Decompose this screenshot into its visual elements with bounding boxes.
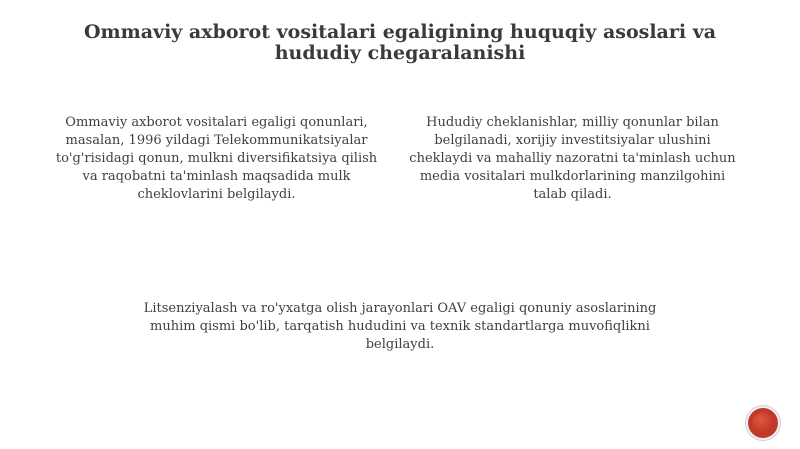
- paragraph-territorial-limits: Hududiy cheklanishlar, milliy qonunlar bilan belgilanadi, xorijiy investitsiyalar ulushini cheklaydi va mahalliy nazoratni ta'minlash uchun media vositalari mulkdorlarining manzilgohini talab qiladi.: [409, 115, 736, 202]
- circle-nav-button[interactable]: [748, 408, 778, 438]
- paragraph-licensing: Litsenziyalash va ro'yxatga olish jarayonlari OAV egaligi qonuniy asoslarining muhim qismi bo'lib, tarqatish hududini va texnik standartlarga muvofiqlikni belgilaydi.: [143, 301, 657, 352]
- paragraph-ownership-laws: Ommaviy axborot vositalari egaligi qonunlari, masalan, 1996 yildagi Telekommunikatsiyalar to'g'risidagi qonun, mulkni diversifikatsiya qilish va raqobatni ta'minlash maqsadida mulk cheklovlarini belgilaydi.: [55, 115, 378, 202]
- slide-title: Ommaviy axborot vositalari egaligining huquqiy asoslari va hududiy chegaralanishi: [83, 21, 717, 64]
